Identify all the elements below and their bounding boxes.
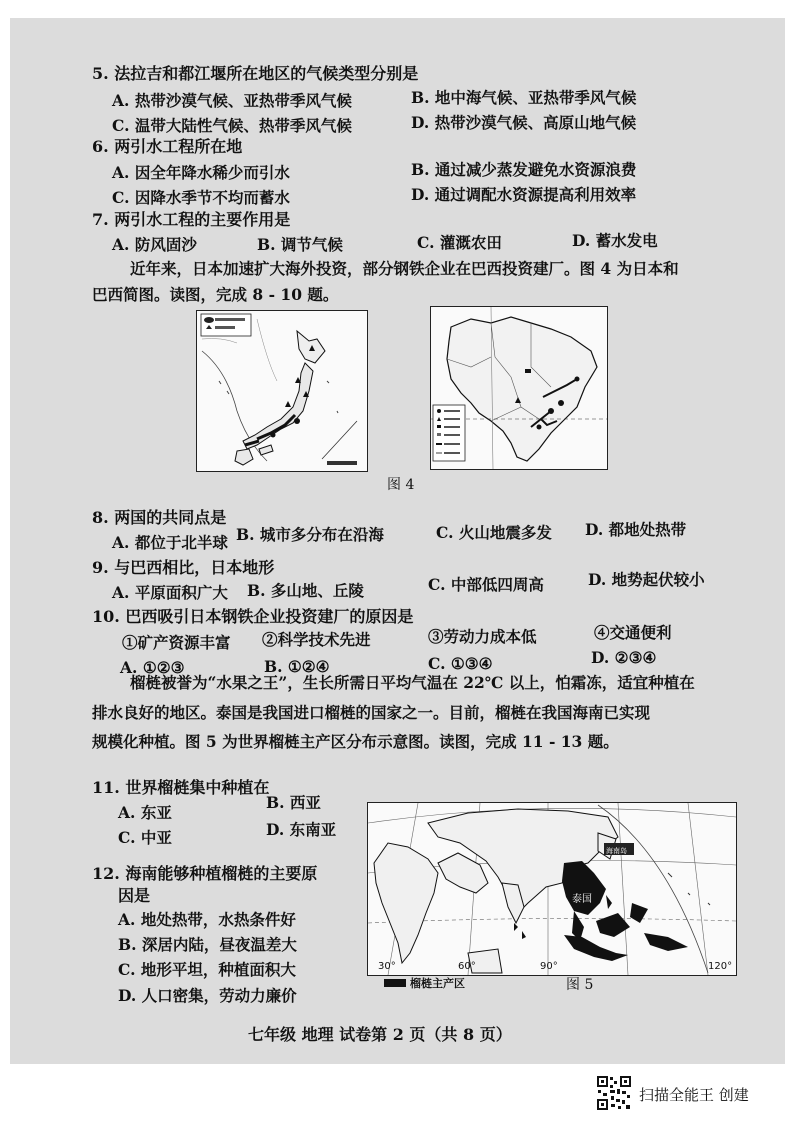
japan-map [196,310,368,472]
q6-stem: 6. 两引水工程所在地 [92,137,243,156]
q10-stem: 10. 巴西吸引日本钢铁企业投资建厂的原因是 [92,607,414,626]
q6-option-a: A. 因全年降水稀少而引水 [112,163,290,182]
q5-option-a: A. 热带沙漠气候、亚热带季风气候 [112,91,352,110]
q11-option-c: C. 中亚 [118,828,172,847]
q12-option-c: C. 地形平坦，种植面积大 [118,960,296,979]
q9-stem: 9. 与巴西相比，日本地形 [92,558,275,577]
q11-option-a: A. 东亚 [118,803,172,822]
brazil-map [430,306,608,470]
qr-code-icon [596,1075,632,1111]
q10-item-4: ④交通便利 [594,623,672,642]
q7-option-a: A. 防风固沙 [112,235,197,254]
q6-option-c: C. 因降水季节不均而蓄水 [112,188,290,207]
q12-option-d: D. 人口密集，劳动力廉价 [118,986,297,1005]
intro-11-13-line2: 排水良好的地区。泰国是我国进口榴梿的国家之一。目前，榴梿在我国海南已实现 [92,703,651,722]
q9-option-a: A. 平原面积广大 [112,583,228,602]
q12-option-a: A. 地处热带，水热条件好 [118,910,296,929]
watermark-text: 扫描全能王 创建 [639,1086,749,1104]
q10-item-2: ②科学技术先进 [262,630,371,649]
q10-item-1: ①矿产资源丰富 [122,633,231,652]
q8-option-d: D. 都地处热带 [585,520,687,539]
q10-option-a: A. ①②③ [120,658,185,677]
q9-option-c: C. 中部低四周高 [428,575,544,594]
q10-option-d: D. ②③④ [591,648,657,667]
q5-option-d: D. 热带沙漠气候、高原山地气候 [411,113,637,132]
q7-stem: 7. 两引水工程的主要作用是 [92,210,291,229]
legend-swatch [384,979,406,987]
q12-option-b: B. 深居内陆，昼夜温差大 [118,935,297,954]
q9-option-d: D. 地势起伏较小 [588,570,705,589]
q8-option-b: B. 城市多分布在沿海 [236,525,384,544]
q6-option-d: D. 通过调配水资源提高利用效率 [411,185,637,204]
q10-option-c: C. ①③④ [428,654,493,673]
q6-option-b: B. 通过减少蒸发避免水资源浪费 [411,160,637,179]
q10-item-3: ③劳动力成本低 [428,627,537,646]
q5-option-b: B. 地中海气候、亚热带季风气候 [411,88,637,107]
q9-option-b: B. 多山地、丘陵 [247,581,364,600]
hainan-label: 海南岛 [606,847,627,855]
intro-11-13-line3: 规模化种植。图 5 为世界榴梿主产区分布示意图。读图，完成 11 - 13 题。 [92,732,619,751]
lon-60-label: 60° [458,961,476,972]
intro-8-10-line2: 巴西简图。读图，完成 8 - 10 题。 [92,285,339,304]
q11-stem: 11. 世界榴梿集中种植在 [92,778,270,797]
thailand-label: 泰国 [572,894,592,905]
q12-stem-line1: 12. 海南能够种植榴梿的主要原 [92,864,318,883]
q7-option-b: B. 调节气候 [257,235,343,254]
durian-distribution-map [367,802,737,976]
q11-option-b: B. 西亚 [266,793,321,812]
fig4-caption: 图 4 [387,477,415,493]
intro-11-13-line1: 榴梿被誉为“水果之王”，生长所需日平均气温在 22℃ 以上，怕霜冻，适宜种植在 [130,673,695,692]
q5-option-c: C. 温带大陆性气候、热带季风气候 [112,116,352,135]
legend-label: 榴梿主产区 [410,977,465,990]
lon-120-label: 120° [708,961,733,972]
lon-90-label: 90° [540,961,558,972]
q7-option-c: C. 灌溉农田 [417,233,502,252]
q8-option-c: C. 火山地震多发 [436,523,552,542]
intro-8-10-line1: 近年来，日本加速扩大海外投资，部分钢铁企业在巴西投资建厂。图 4 为日本和 [130,259,679,278]
page-footer: 七年级 地理 试卷第 2 页（共 8 页） [248,1025,512,1044]
q8-stem: 8. 两国的共同点是 [92,508,227,527]
q11-option-d: D. 东南亚 [266,820,337,839]
q8-option-a: A. 都位于北半球 [112,533,228,552]
fig5-caption: 图 5 [566,977,594,993]
lon-30-label: 30° [378,961,396,972]
q10-option-b: B. ①②④ [264,657,330,676]
q5-stem: 5. 法拉吉和都江堰所在地区的气候类型分别是 [92,64,419,83]
q12-stem-line2: 因是 [118,886,151,905]
q7-option-d: D. 蓄水发电 [572,231,658,250]
